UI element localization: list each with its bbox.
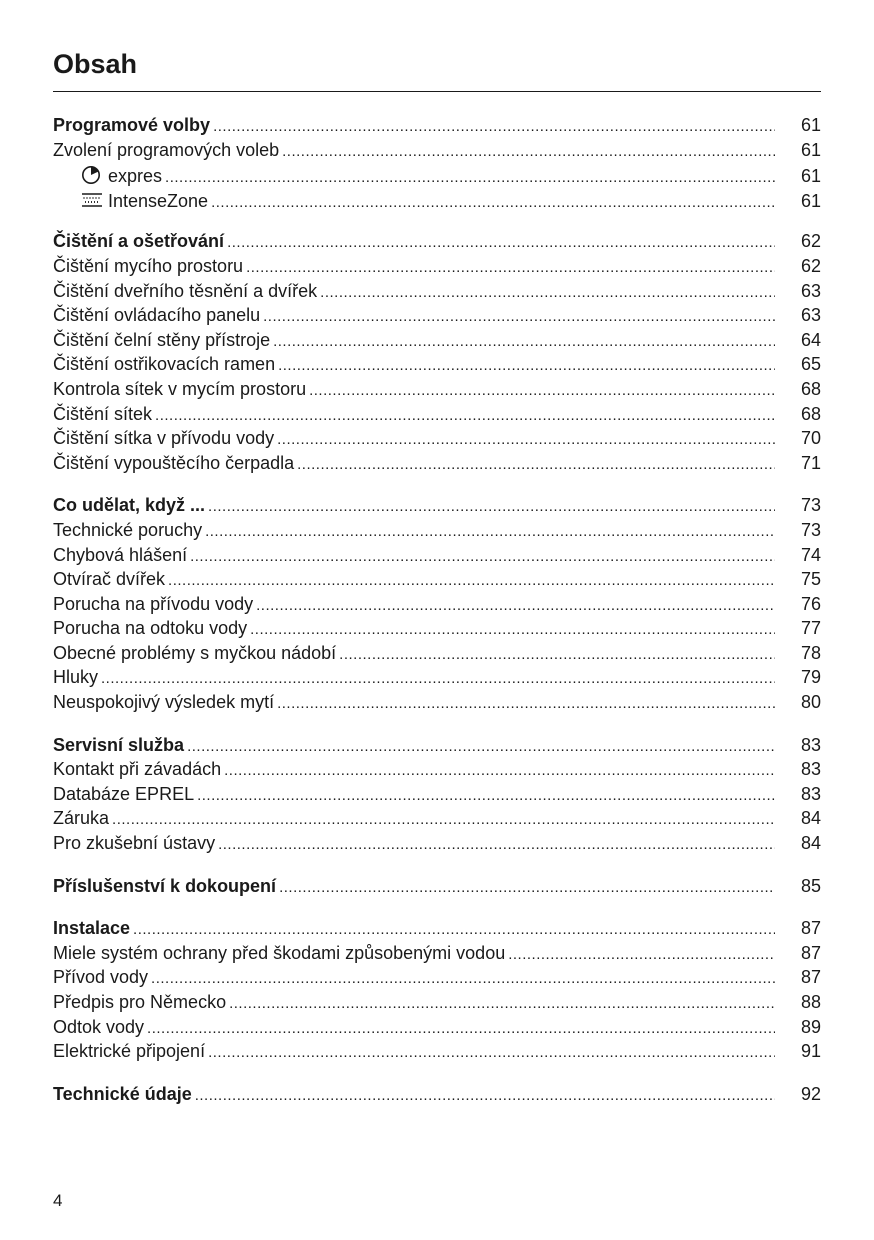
toc-entry bbox=[53, 303, 821, 328]
toc-entry-label bbox=[53, 451, 297, 476]
dot-leader bbox=[246, 256, 775, 281]
toc-entry-label bbox=[53, 874, 279, 899]
dot-leader bbox=[155, 404, 775, 429]
table-of-contents bbox=[53, 113, 821, 1124]
toc-page-number: 63 bbox=[800, 305, 821, 326]
dot-leader bbox=[508, 943, 775, 968]
toc-entry bbox=[53, 352, 821, 377]
toc-entry-label bbox=[53, 543, 190, 568]
toc-chapter-entry bbox=[53, 733, 821, 758]
toc-page-number: 68 bbox=[800, 378, 821, 399]
toc-page-number: 68 bbox=[800, 403, 821, 424]
dot-leader bbox=[218, 833, 775, 858]
toc-page-number: 75 bbox=[800, 569, 821, 590]
dot-leader bbox=[279, 876, 775, 901]
toc-entry-text: Čištění a ošetřování bbox=[53, 231, 225, 252]
toc-entry-label bbox=[53, 138, 282, 163]
toc-entry bbox=[53, 831, 821, 856]
toc-entry-text: Čištění sítek bbox=[53, 403, 153, 424]
toc-entry bbox=[53, 426, 821, 451]
toc-entry-text: Čištění čelní stěny přístroje bbox=[53, 329, 271, 350]
dot-leader bbox=[339, 643, 775, 668]
toc-page-number: 61 bbox=[800, 190, 821, 211]
toc-entry-label bbox=[53, 690, 277, 715]
toc-entry bbox=[53, 1039, 821, 1064]
toc-entry bbox=[53, 138, 821, 163]
toc-entry bbox=[53, 757, 821, 782]
toc-entry-label bbox=[53, 592, 256, 617]
toc-page-number: 65 bbox=[800, 354, 821, 375]
toc-entry bbox=[53, 690, 821, 715]
toc-entry-text: Porucha na přívodu vody bbox=[53, 593, 254, 614]
dot-leader bbox=[320, 281, 775, 306]
toc-entry-text: Porucha na odtoku vody bbox=[53, 618, 248, 639]
dot-leader bbox=[273, 330, 775, 355]
spray-zone-icon bbox=[81, 190, 103, 210]
toc-page-number: 83 bbox=[800, 783, 821, 804]
toc-page-number: 61 bbox=[800, 139, 821, 160]
dot-leader bbox=[195, 1084, 775, 1109]
dot-leader bbox=[133, 918, 775, 943]
toc-entry-text: Co udělat, když ... bbox=[53, 495, 206, 516]
toc-entry-label bbox=[53, 518, 205, 543]
toc-entry-label bbox=[53, 113, 213, 138]
dot-leader bbox=[211, 191, 775, 216]
toc-entry bbox=[53, 543, 821, 568]
toc-section bbox=[53, 733, 821, 856]
toc-entry bbox=[53, 328, 821, 353]
toc-entry bbox=[53, 451, 821, 476]
toc-entry-text: Databáze EPREL bbox=[53, 783, 195, 804]
toc-entry-label bbox=[53, 279, 320, 304]
toc-entry-label bbox=[53, 916, 133, 941]
toc-page-number: 79 bbox=[800, 667, 821, 688]
toc-page-number: 61 bbox=[800, 166, 821, 187]
toc-entry-label bbox=[53, 328, 273, 353]
dot-leader bbox=[227, 231, 775, 256]
toc-entry-label bbox=[53, 187, 211, 214]
toc-entry-text: Kontakt při závadách bbox=[53, 759, 222, 780]
dot-leader bbox=[229, 992, 775, 1017]
dot-leader bbox=[151, 967, 775, 992]
page-title: Obsah bbox=[53, 49, 138, 79]
toc-entry-text: Příslušenství k dokoupení bbox=[53, 875, 277, 896]
toc-entry-text: Čištění dveřního těsnění a dvířek bbox=[53, 280, 318, 301]
toc-page-number: 78 bbox=[800, 642, 821, 663]
toc-entry bbox=[53, 162, 821, 187]
toc-entry-label bbox=[53, 641, 339, 666]
toc-section bbox=[53, 1082, 821, 1107]
toc-entry-text: Technické poruchy bbox=[53, 519, 203, 540]
dot-leader bbox=[297, 453, 775, 478]
toc-entry-label bbox=[53, 941, 508, 966]
toc-entry-label bbox=[53, 1082, 195, 1107]
toc-entry-label bbox=[53, 965, 151, 990]
dot-leader bbox=[250, 618, 775, 643]
toc-entry-text: Otvírač dvířek bbox=[53, 569, 166, 590]
toc-entry bbox=[53, 402, 821, 427]
toc-entry-text: Programové volby bbox=[53, 115, 211, 135]
toc-entry-text: Čištění vypouštěcího čerpadla bbox=[53, 452, 295, 473]
toc-page-number: 85 bbox=[800, 875, 821, 896]
toc-entry-text: Pro zkušební ústavy bbox=[53, 833, 216, 854]
toc-chapter-entry bbox=[53, 916, 821, 941]
toc-entry-label bbox=[53, 733, 187, 758]
dot-leader bbox=[277, 692, 775, 717]
toc-page-number: 73 bbox=[800, 495, 821, 516]
toc-page-number: 87 bbox=[800, 967, 821, 988]
toc-page-number: 73 bbox=[800, 519, 821, 540]
toc-page-number: 64 bbox=[800, 329, 821, 350]
toc-entry bbox=[53, 567, 821, 592]
toc-section bbox=[53, 113, 821, 211]
toc-entry-text: expres bbox=[108, 166, 163, 187]
toc-entry-text: Obecné problémy s myčkou nádobí bbox=[53, 642, 337, 663]
clock-icon bbox=[81, 165, 103, 185]
toc-entry-text: Miele systém ochrany před škodami způsobenými vodou bbox=[53, 942, 506, 963]
toc-entry-label bbox=[53, 377, 309, 402]
toc-entry bbox=[53, 377, 821, 402]
toc-section bbox=[53, 916, 821, 1064]
toc-entry-label bbox=[53, 493, 208, 518]
dot-leader bbox=[256, 594, 775, 619]
toc-entry-text: Čištění mycího prostoru bbox=[53, 255, 244, 276]
toc-entry-text: Kontrola sítek v mycím prostoru bbox=[53, 378, 307, 399]
toc-page-number: 62 bbox=[800, 231, 821, 252]
dot-leader bbox=[168, 569, 775, 594]
toc-page-number: 74 bbox=[800, 544, 821, 565]
toc-page-number: 62 bbox=[800, 255, 821, 276]
toc-entry-label bbox=[53, 806, 112, 831]
toc-entry-text: Zvolení programových voleb bbox=[53, 139, 280, 160]
toc-page-number: 87 bbox=[800, 942, 821, 963]
toc-entry bbox=[53, 965, 821, 990]
toc-chapter-entry bbox=[53, 1082, 821, 1107]
toc-entry-label bbox=[53, 616, 250, 641]
toc-chapter-entry bbox=[53, 874, 821, 899]
dot-leader bbox=[147, 1017, 775, 1042]
toc-chapter-entry bbox=[53, 493, 821, 518]
dot-leader bbox=[112, 808, 775, 833]
toc-entry bbox=[53, 941, 821, 966]
page-number: 4 bbox=[53, 1191, 63, 1210]
toc-entry-label bbox=[53, 1039, 208, 1064]
dot-leader bbox=[213, 115, 775, 140]
toc-entry-label bbox=[53, 352, 278, 377]
toc-entry-label bbox=[53, 567, 168, 592]
toc-entry-text: Záruka bbox=[53, 808, 110, 829]
toc-page-number: 61 bbox=[800, 115, 821, 135]
dot-leader bbox=[205, 520, 775, 545]
toc-page-number: 71 bbox=[800, 452, 821, 473]
toc-entry bbox=[53, 518, 821, 543]
toc-entry bbox=[53, 187, 821, 212]
toc-page-number: 92 bbox=[800, 1083, 821, 1104]
toc-entry-label bbox=[53, 757, 224, 782]
toc-section bbox=[53, 229, 821, 475]
dot-leader bbox=[187, 735, 775, 760]
toc-entry-label bbox=[53, 402, 155, 427]
toc-entry bbox=[53, 806, 821, 831]
toc-entry-text: Neuspokojivý výsledek mytí bbox=[53, 692, 275, 713]
toc-entry-label bbox=[53, 831, 218, 856]
toc-page-number: 80 bbox=[800, 692, 821, 713]
toc-entry-text: Technické údaje bbox=[53, 1083, 192, 1104]
toc-entry-label bbox=[53, 162, 165, 189]
toc-page-number: 91 bbox=[800, 1041, 821, 1062]
dot-leader bbox=[282, 140, 775, 165]
dot-leader bbox=[309, 379, 775, 404]
toc-entry bbox=[53, 254, 821, 279]
toc-page-number: 87 bbox=[800, 918, 821, 939]
toc-entry bbox=[53, 592, 821, 617]
toc-entry-text: Elektrické připojení bbox=[53, 1041, 206, 1062]
toc-page-number: 89 bbox=[800, 1016, 821, 1037]
toc-page-number: 77 bbox=[800, 618, 821, 639]
toc-page-number: 63 bbox=[800, 280, 821, 301]
toc-entry-label bbox=[53, 229, 227, 254]
toc-entry-text: Odtok vody bbox=[53, 1016, 145, 1037]
toc-page-number: 83 bbox=[800, 734, 821, 755]
toc-entry-text: Instalace bbox=[53, 918, 131, 939]
toc-entry-label bbox=[53, 254, 246, 279]
toc-chapter-entry bbox=[53, 229, 821, 254]
toc-entry-label bbox=[53, 1015, 147, 1040]
dot-leader bbox=[101, 667, 775, 692]
dot-leader bbox=[277, 428, 775, 453]
toc-section bbox=[53, 493, 821, 714]
toc-entry bbox=[53, 782, 821, 807]
dot-leader bbox=[197, 784, 775, 809]
toc-entry-label bbox=[53, 303, 263, 328]
toc-section bbox=[53, 874, 821, 899]
toc-entry bbox=[53, 990, 821, 1015]
toc-entry-text: Předpis pro Německo bbox=[53, 992, 227, 1012]
dot-leader bbox=[190, 545, 775, 570]
toc-entry-text: Čištění ostřikovacích ramen bbox=[53, 354, 276, 375]
toc-chapter-entry bbox=[53, 113, 821, 138]
toc-entry-label bbox=[53, 782, 197, 807]
toc-entry-label bbox=[53, 426, 277, 451]
dot-leader bbox=[208, 1041, 775, 1066]
toc-entry-text: Čištění sítka v přívodu vody bbox=[53, 428, 275, 449]
dot-leader bbox=[208, 495, 775, 520]
toc-page-number: 70 bbox=[800, 428, 821, 449]
toc-entry bbox=[53, 279, 821, 304]
toc-entry bbox=[53, 641, 821, 666]
toc-entry-text: Chybová hlášení bbox=[53, 544, 188, 565]
toc-entry-text: IntenseZone bbox=[108, 190, 209, 211]
dot-leader bbox=[278, 354, 775, 379]
dot-leader bbox=[224, 759, 775, 784]
toc-page-number: 76 bbox=[800, 593, 821, 614]
toc-page-number: 88 bbox=[800, 992, 821, 1012]
toc-entry-label bbox=[53, 990, 229, 1015]
title-divider bbox=[53, 91, 821, 92]
toc-entry-text: Čištění ovládacího panelu bbox=[53, 305, 261, 326]
toc-entry-text: Hluky bbox=[53, 667, 99, 688]
dot-leader bbox=[263, 305, 775, 330]
toc-entry bbox=[53, 665, 821, 690]
toc-entry-text: Servisní služba bbox=[53, 734, 185, 755]
toc-entry-label bbox=[53, 665, 101, 690]
toc-entry bbox=[53, 1015, 821, 1040]
toc-page-number: 83 bbox=[800, 759, 821, 780]
toc-entry bbox=[53, 616, 821, 641]
dot-leader bbox=[165, 166, 775, 191]
toc-page-number: 84 bbox=[800, 833, 821, 854]
toc-page-number: 84 bbox=[800, 808, 821, 829]
toc-entry-text: Přívod vody bbox=[53, 967, 149, 988]
